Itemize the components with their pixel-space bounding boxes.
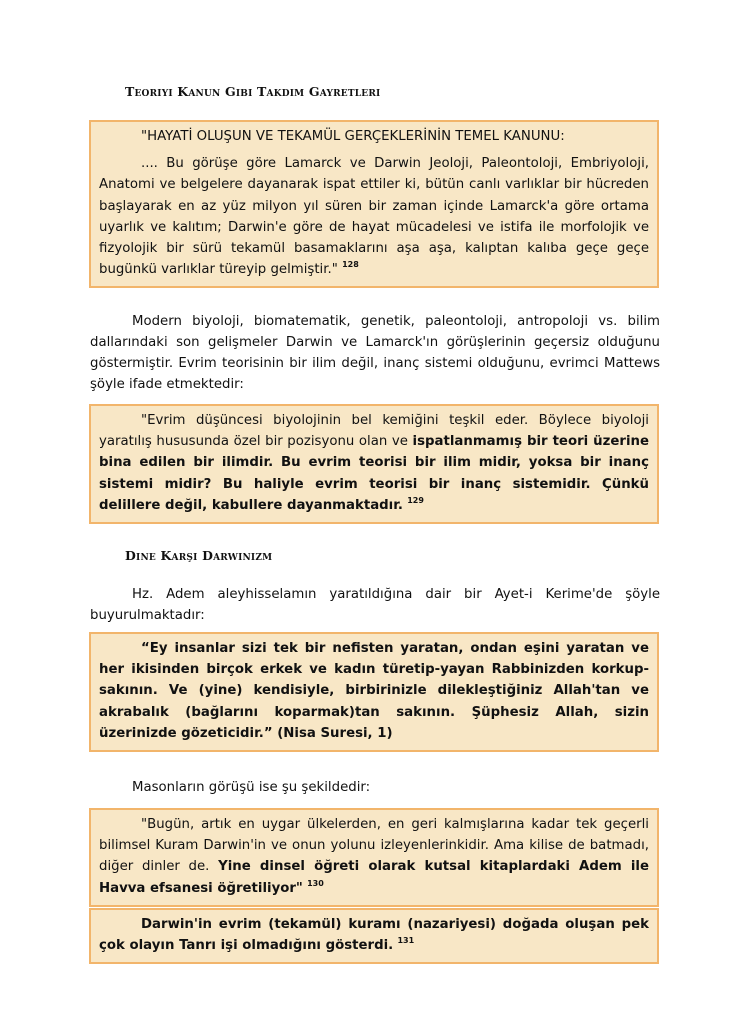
section-heading: Dine Karşı Darwinizm [125, 548, 273, 563]
paragraph: Masonların görüşü ise şu şekildedir: [132, 780, 371, 795]
footnote-ref: 131 [397, 936, 415, 946]
paragraph: Modern biyoloji, biomatematik, genetik, paleontoloji, antropoloji vs. bilim dallarındaki son gelişmeler Darwin ve Lamarck'ın görüşlerinin geçersiz olduğunu göstermiştir. Evrim teorisinin bir ilim değil, inanç sistemi olduğunu, evrimci Mattews şöyle ifade etmektedir: [90, 314, 660, 392]
quote-box [89, 404, 659, 524]
quote-box [89, 908, 659, 964]
quote-text: .... Bu görüşe göre Lamarck ve Darwin Jeoloji, Paleontoloji, Embriyoloji, Anatomi ve belgelere dayanarak ispat ettiler ki, bütün canlı varlıklar bir hücreden başlayarak en az yüz milyon yıl süren bir zaman içinde Lamarck'a göre ortama uyarlık ve kalıtım; Darwin'e göre de hayat mücadelesi ve istifa ile morfolojik ve fizyolojik bir sürü tekamül basamaklarını aşa aşa, kalıptan kalıba geçe geçe bugünkü varlıklar türeyip gelmiştir." $^{128}$ [99, 156, 649, 278]
quote-text: "Bugün, artık en uygar ülkelerden, en geri kalmışlarına kadar tek geçerli bilimsel Kuram Darwin'in ve onun yolunu izleyenlerinkidir. Ama kilise de batmadı, diğer dinler de. Yine dinsel öğreti olarak kutsal kitaplardaki Adem ile Havva efsanesi öğretiliyor" $^{130}$ [99, 817, 649, 896]
footnote-ref: 129 [407, 495, 424, 505]
verse-box [89, 632, 659, 752]
footnote-ref: 130 [307, 878, 324, 888]
section-heading: Teoriyi Kanun Gibi Takdim Gayretleri [125, 84, 381, 99]
paragraph: Hz. Adem aleyhisselamın yaratıldığına dair bir Ayet-i Kerime'de şöyle buyurulmaktadır: [90, 587, 660, 623]
quote-box [89, 808, 659, 907]
footnote-ref: 128 [342, 260, 359, 270]
verse-text: “Ey insanlar sizi tek bir nefisten yaratan, ondan eşini yaratan ve her ikisinden birçok erkek ve kadın türetip-yayan Rabbinizden korkup-sakının. Ve (yine) kendisiyle, birbirinizle dilekleştiğiniz Allah'tan ve akrabalık (bağlarını koparmak)tan sakının. Şüphesiz Allah, sizin üzerinizde gözeticidir.” (Nisa Suresi, 1) [99, 641, 649, 741]
quote-box [89, 120, 659, 288]
quote-text: "Evrim düşüncesi biyolojinin bel kemiğini teşkil eder. Böylece biyoloji yaratılış hususunda özel bir pozisyonu olan ve ispatlanmamış bir teori üzerine bina edilen bir ilimdir. Bu evrim teorisi bir ilim midir, yoksa bir inanç sistemi midir? Bu haliyle evrim teorisi bir inanç sistemidir. Çünkü delillere değil, kabullere dayanmaktadır. $^{129}$ [99, 413, 649, 513]
quote-title: "HAYATİ OLUŞUN VE TEKAMÜL GERÇEKLERİNİN TEMEL KANUNU: [141, 129, 565, 144]
quote-text: Darwin'in evrim (tekamül) kuramı (nazariyesi) doğada oluşan pek çok olayın Tanrı işi olmadığını gösterdi. $^{131}$ [99, 917, 649, 954]
